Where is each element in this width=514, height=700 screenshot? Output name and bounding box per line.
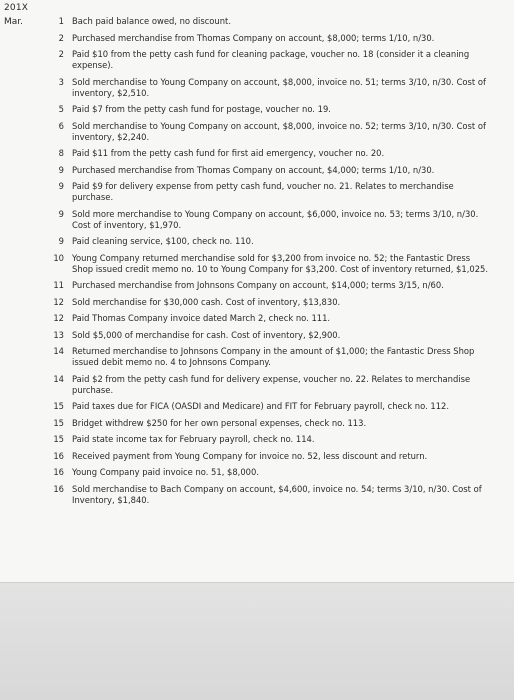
entry-text: Purchased merchandise from Thomas Company on account, $8,000; terms 1/10, n/30. <box>72 32 435 43</box>
entry-day: 2 <box>58 49 64 59</box>
entry-day: 10 <box>53 252 64 263</box>
transaction-entry <box>50 434 490 445</box>
entry-text: Young Company returned merchandise sold for $3,200 from invoice no. 52; the Fantastic Dress Shop issued credit memo no. 10 to Young Company for $3,200. Cost of inventory returned, $1,025. <box>72 252 489 274</box>
transaction-entry <box>50 165 490 176</box>
month-label: Mar. <box>4 17 24 27</box>
transaction-entry <box>50 121 490 143</box>
entry-text: Received payment from Young Company for invoice no. 52, less discount and return. <box>72 450 428 461</box>
entry-day: 13 <box>53 329 64 340</box>
transaction-list <box>50 16 490 511</box>
transaction-entry <box>50 313 490 324</box>
transaction-entry <box>50 451 490 462</box>
transaction-entry <box>50 374 490 396</box>
transaction-entry <box>50 33 490 44</box>
entry-text: Paid Thomas Company invoice dated March 2, check no. 111. <box>72 313 331 323</box>
entry-text: Paid $2 from the petty cash fund for delivery expense, voucher no. 22. Relates to merchandise purchase. <box>72 373 471 395</box>
transaction-entry <box>50 467 490 478</box>
transaction-entry <box>50 181 490 203</box>
entry-text: Paid taxes due for FICA (OASDI and Medicare) and FIT for February payroll, check no. 112. <box>72 401 450 411</box>
transaction-entry <box>50 253 490 275</box>
entry-day: 16 <box>53 450 64 461</box>
entry-text: Sold merchandise to Young Company on account, $8,000, invoice no. 52; terms 3/10, n/30. Cost of inventory, $2,240. <box>72 120 486 142</box>
entry-day: 12 <box>53 296 64 307</box>
entry-text: Sold merchandise to Young Company on account, $8,000, invoice no. 51; terms 3/10, n/30. Cost of inventory, $2,510. <box>72 76 486 98</box>
entry-text: Paid $10 from the petty cash fund for cleaning package, voucher no. 18 (consider it a cleaning expense). <box>72 49 470 70</box>
entry-text: Paid cleaning service, $100, check no. 110. <box>72 236 254 246</box>
entry-text: Sold merchandise for $30,000 cash. Cost of inventory, $13,830. <box>72 296 341 307</box>
transaction-entry <box>50 297 490 308</box>
year-label: 201X <box>4 3 29 13</box>
transaction-entry <box>50 77 490 99</box>
entry-text: Purchased merchandise from Thomas Company on account, $4,000; terms 1/10, n/30. <box>72 164 435 175</box>
entry-day: 6 <box>58 120 64 131</box>
transaction-entry <box>50 280 490 291</box>
entry-text: Paid state income tax for February payroll, check no. 114. <box>72 434 315 444</box>
entry-text: Paid $11 from the petty cash fund for first aid emergency, voucher no. 20. <box>72 148 385 158</box>
entry-day: 15 <box>53 401 64 411</box>
entry-text: Purchased merchandise from Johnsons Company on account, $14,000; terms 3/15, n/60. <box>72 280 444 290</box>
entry-text: Sold merchandise to Bach Company on account, $4,600, invoice no. 54; terms 3/10, n/30. Cost of Inventory, $1,840. <box>72 483 482 505</box>
entry-text: Young Company paid invoice no. 51, $8,000. <box>72 467 259 477</box>
entry-day: 14 <box>53 373 64 384</box>
transaction-entry <box>50 104 490 115</box>
entry-day: 9 <box>58 181 64 191</box>
entry-day: 9 <box>58 164 64 175</box>
entry-text: Bridget withdrew $250 for her own personal expenses, check no. 113. <box>72 417 367 428</box>
entry-text: Sold $5,000 of merchandise for cash. Cost of inventory, $2,900. <box>72 329 341 340</box>
entry-day: 15 <box>53 417 64 428</box>
entry-text: Returned merchandise to Johnsons Company in the amount of $1,000; the Fantastic Dress Shop issued debit memo no. 4 to Johnsons Company. <box>72 346 475 367</box>
entry-day: 16 <box>53 483 64 494</box>
entry-day: 2 <box>58 32 64 43</box>
transaction-entry <box>50 209 490 231</box>
entry-day: 16 <box>53 467 64 477</box>
entry-day: 3 <box>58 76 64 87</box>
transaction-entry <box>50 346 490 368</box>
transaction-entry <box>50 484 490 506</box>
entry-text: Sold more merchandise to Young Company on account, $6,000, invoice no. 53; terms 3/10, n/30. Cost of inventory, $1,970. <box>72 208 479 230</box>
blank-area <box>0 583 514 700</box>
entry-text: Bach paid balance owed, no discount. <box>72 16 231 26</box>
transaction-entry <box>50 236 490 247</box>
entry-day: 1 <box>58 16 64 26</box>
transaction-entry <box>50 49 490 71</box>
entry-day: 12 <box>53 313 64 323</box>
entry-day: 11 <box>53 280 64 290</box>
transaction-entry <box>50 330 490 341</box>
transaction-entry <box>50 148 490 159</box>
transaction-entry <box>50 401 490 412</box>
entry-text: Paid $7 from the petty cash fund for postage, voucher no. 19. <box>72 104 331 114</box>
transaction-entry <box>50 418 490 429</box>
entry-text: Paid $9 for delivery expense from petty cash fund, voucher no. 21. Relates to merchandise purchase. <box>72 181 454 202</box>
transaction-entry <box>50 16 490 27</box>
entry-day: 9 <box>58 208 64 219</box>
entry-day: 8 <box>58 148 64 158</box>
entry-day: 15 <box>53 434 64 444</box>
entry-day: 14 <box>53 346 64 356</box>
entry-day: 9 <box>58 236 64 246</box>
entry-day: 5 <box>58 104 64 114</box>
